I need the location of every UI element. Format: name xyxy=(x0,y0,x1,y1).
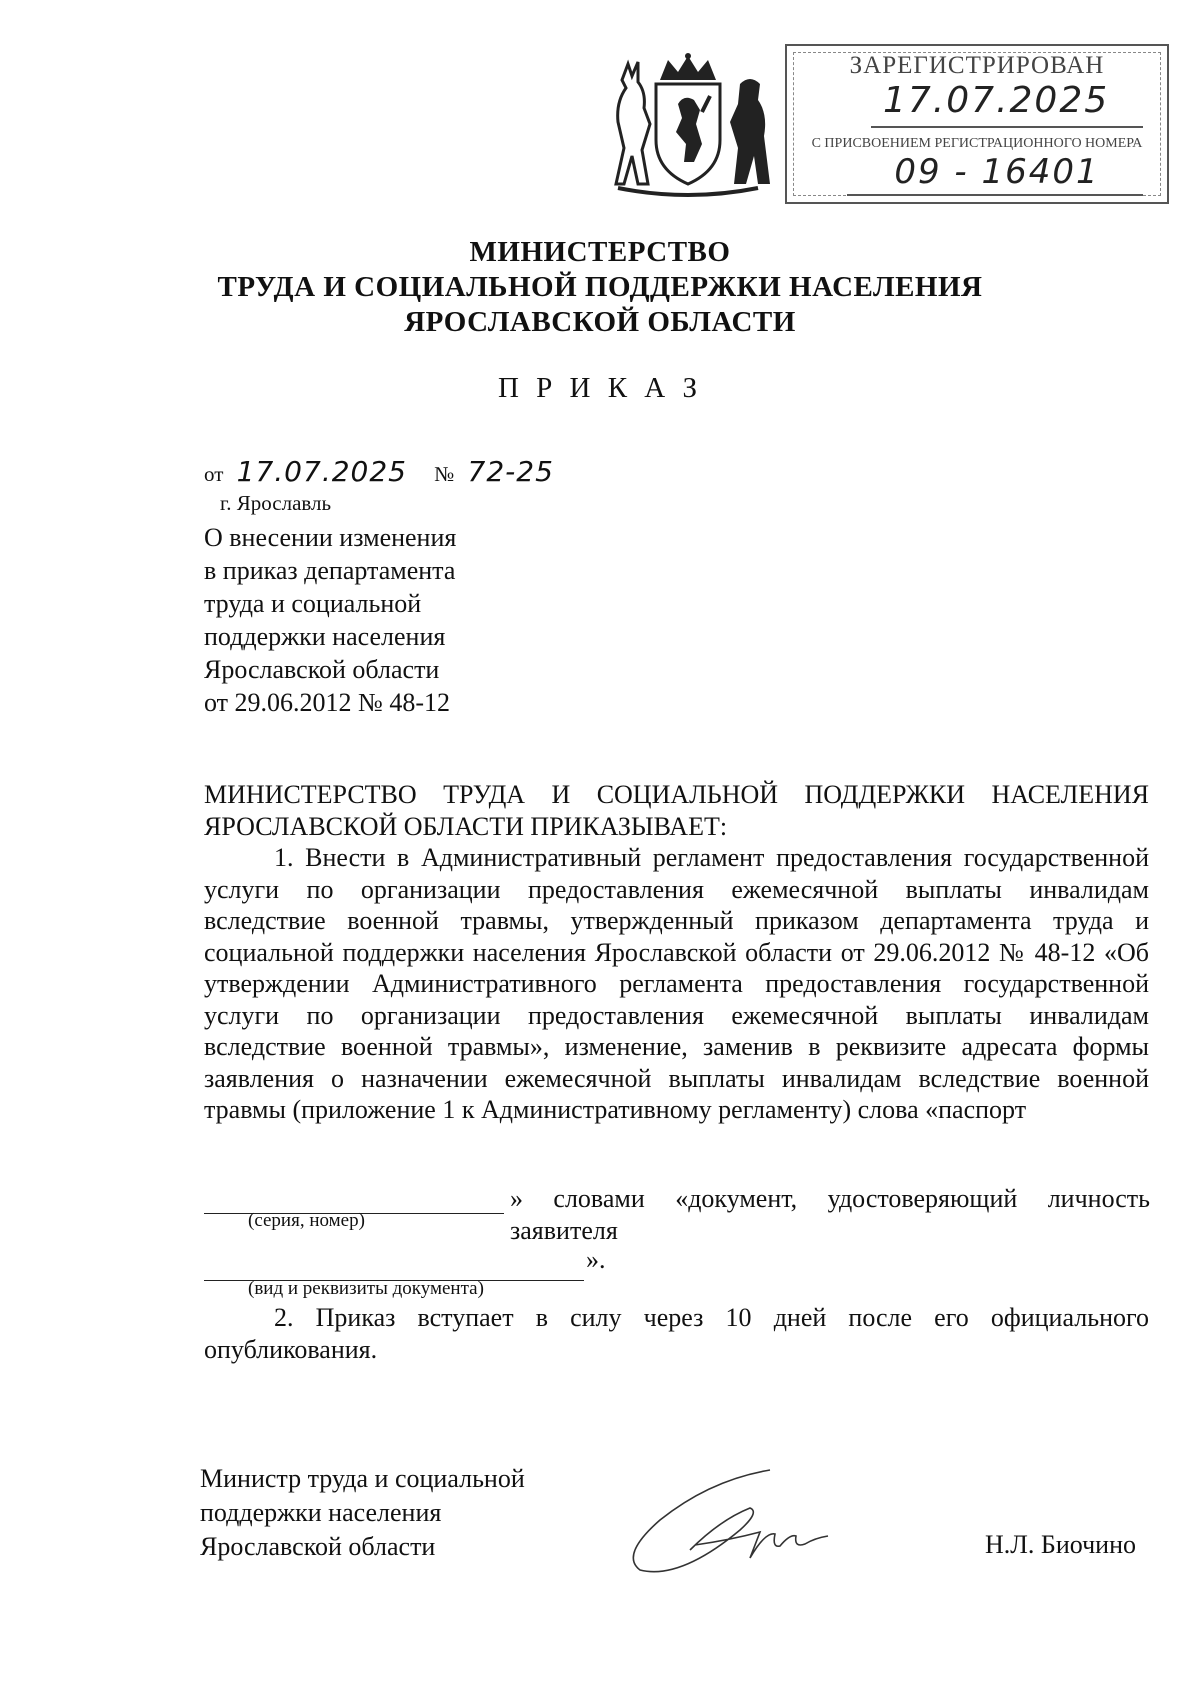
city: г. Ярославль xyxy=(220,491,332,515)
number-label: № xyxy=(434,462,455,486)
stamp-divider xyxy=(847,194,1143,196)
registration-stamp xyxy=(785,44,1169,204)
document-type-title: П Р И К А З xyxy=(497,372,703,404)
ministry-title-line2: ТРУДА И СОЦИАЛЬНОЙ ПОДДЕРЖКИ НАСЕЛЕНИЯ xyxy=(217,271,983,303)
order-item-1-continuation: » словами «документ, удостоверяющий личность заявителя xyxy=(510,1184,1150,1245)
subject-line: от 29.06.2012 № 48-12 xyxy=(204,688,450,717)
order-item-2: 2. Приказ вступает в силу через 10 дней после его официального опубликования. xyxy=(204,1303,1149,1364)
signer-position-line: поддержки населения xyxy=(200,1498,442,1527)
signer-position-line: Ярославской области xyxy=(200,1532,436,1561)
blank-field-caption: (серия, номер) xyxy=(248,1210,365,1231)
stamp-divider xyxy=(871,126,1143,128)
order-number: 72-25 xyxy=(467,455,554,488)
order-subject xyxy=(204,521,504,719)
order-preamble: МИНИСТЕРСТВО ТРУДА И СОЦИАЛЬНОЙ ПОДДЕРЖКИ НАСЕЛЕНИЯ ЯРОСЛАВСКОЙ ОБЛАСТИ ПРИКАЗЫВАЕТ: xyxy=(204,780,1149,841)
signer-position-line: Министр труда и социальной xyxy=(200,1464,525,1493)
blank-field-caption: (вид и реквизиты документа) xyxy=(248,1278,484,1299)
order-item-1: 1. Внести в Административный регламент предоставления государственной услуги по организации предоставления ежемесячной выплаты инвалидам вследствие военной травмы, утвержденный приказом департамента труда и социальной поддержки населения Ярославской области от 29.06.2012 № 48-12 «Об утверждении Административного регламента предоставления государственной услуги по организации предоставления ежемесячной выплаты инвалидам вследствие военной травмы», изменение, заменив в реквизите адресата формы заявления о назначении ежемесячной выплаты инвалидам вследствие военной травмы (приложение 1 к Административному регламенту) слова «паспорт xyxy=(204,843,1149,1124)
subject-line: в приказ департамента xyxy=(204,556,456,585)
order-date: 17.07.2025 xyxy=(236,455,407,488)
stamp-registration-number: 09 - 16401 xyxy=(894,152,1100,192)
ministry-title-line1: МИНИСТЕРСТВО xyxy=(469,236,731,268)
handwritten-signature xyxy=(600,1450,840,1590)
stamp-registration-date: 17.07.2025 xyxy=(883,80,1110,121)
subject-line: Ярославской области xyxy=(204,655,440,684)
signer-name: Н.Л. Биочино xyxy=(985,1530,1136,1559)
order-item-1-end: ». xyxy=(586,1245,606,1274)
stamp-subtitle: С ПРИСВОЕНИЕМ РЕГИСТРАЦИОННОГО НОМЕРА xyxy=(811,136,1143,151)
blank-field-underline xyxy=(204,1250,584,1281)
coat-of-arms-emblem xyxy=(598,52,778,202)
ministry-title-line3: ЯРОСЛАВСКОЙ ОБЛАСТИ xyxy=(404,306,796,338)
signer-position xyxy=(200,1462,600,1564)
stamp-title: ЗАРЕГИСТРИРОВАН xyxy=(849,52,1105,79)
subject-line: О внесении изменения xyxy=(204,523,457,552)
subject-line: поддержки населения xyxy=(204,622,446,651)
from-label: от xyxy=(204,462,224,486)
subject-line: труда и социальной xyxy=(204,589,422,618)
order-date-number xyxy=(204,455,554,488)
